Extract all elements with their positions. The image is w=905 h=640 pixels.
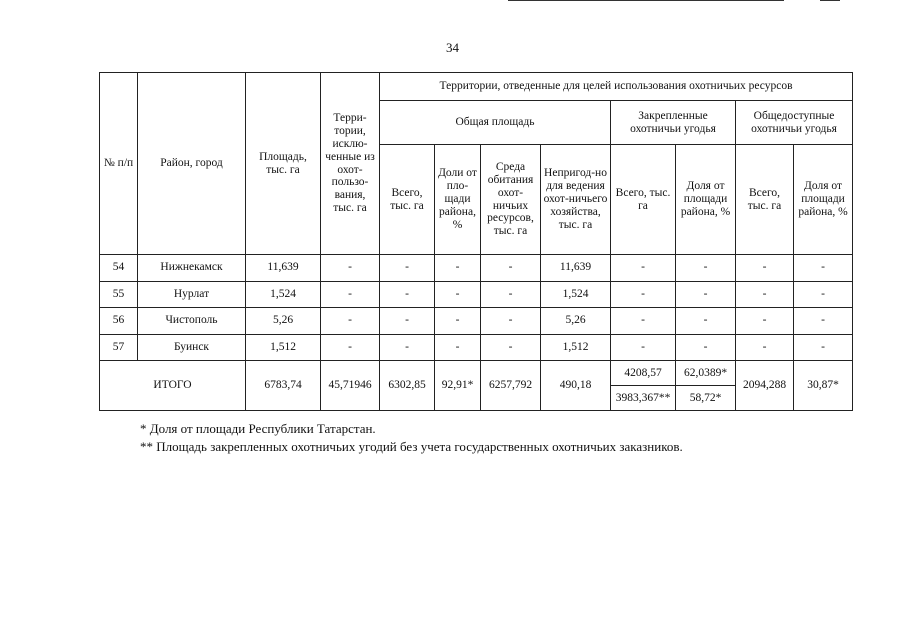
total-ta-unfit: 490,18 — [541, 361, 611, 411]
header-excluded: Терри-тории, исклю-ченные из охот-пользо-вания, тыс. га — [321, 73, 380, 255]
cell-district: Чистополь — [138, 308, 246, 335]
header-territories: Территории, отведенные для целей использования охотничьих ресурсов — [380, 73, 853, 101]
header-ta-total: Всего, тыс. га — [380, 145, 435, 255]
cell-as-total: - — [611, 255, 676, 282]
total-as-share-2: 58,72* — [676, 386, 736, 411]
cell-excluded: - — [321, 281, 380, 308]
cell-district: Нижнекамск — [138, 255, 246, 282]
total-ta-habitat: 6257,792 — [481, 361, 541, 411]
footnote: ** Площадь закрепленных охотничьих угодий без учета государственных охотничьих заказников. — [140, 439, 683, 454]
cell-area: 1,512 — [246, 334, 321, 361]
cell-as-share: - — [676, 281, 736, 308]
header-as-share: Доля от площади района, % — [676, 145, 736, 255]
cell-ta-habitat: - — [481, 255, 541, 282]
cell-district: Нурлат — [138, 281, 246, 308]
header-pu-total: Всего, тыс. га — [736, 145, 794, 255]
table-row — [100, 334, 853, 361]
cell-ta-share: - — [435, 255, 481, 282]
footnotes — [140, 420, 683, 456]
cell-ta-total: - — [380, 334, 435, 361]
table-row — [100, 281, 853, 308]
top-rule-right — [820, 0, 840, 1]
cell-ta-share: - — [435, 281, 481, 308]
cell-ta-unfit: 5,26 — [541, 308, 611, 335]
cell-area: 1,524 — [246, 281, 321, 308]
total-ta-share: 92,91* — [435, 361, 481, 411]
total-excluded: 45,71946 — [321, 361, 380, 411]
total-ta-total: 6302,85 — [380, 361, 435, 411]
cell-pu-share: - — [794, 308, 853, 335]
cell-excluded: - — [321, 308, 380, 335]
cell-num: 57 — [100, 334, 138, 361]
header-public-grounds: Общедоступные охотничьи угодья — [736, 101, 853, 145]
header-ta-share: Доли от пло-щади района, % — [435, 145, 481, 255]
cell-area: 11,639 — [246, 255, 321, 282]
table-row — [100, 308, 853, 335]
total-label: ИТОГО — [100, 361, 246, 411]
cell-ta-habitat: - — [481, 281, 541, 308]
total-area: 6783,74 — [246, 361, 321, 411]
cell-as-total: - — [611, 308, 676, 335]
cell-district: Буинск — [138, 334, 246, 361]
cell-ta-share: - — [435, 334, 481, 361]
cell-ta-unfit: 1,512 — [541, 334, 611, 361]
cell-ta-unfit: 11,639 — [541, 255, 611, 282]
cell-excluded: - — [321, 255, 380, 282]
cell-pu-share: - — [794, 334, 853, 361]
cell-as-share: - — [676, 334, 736, 361]
header-row-1 — [100, 73, 853, 101]
cell-ta-habitat: - — [481, 308, 541, 335]
cell-num: 54 — [100, 255, 138, 282]
cell-ta-habitat: - — [481, 334, 541, 361]
cell-ta-total: - — [380, 281, 435, 308]
cell-as-total: - — [611, 334, 676, 361]
header-assigned-grounds: Закрепленные охотничьи угодья — [611, 101, 736, 145]
cell-num: 55 — [100, 281, 138, 308]
cell-pu-share: - — [794, 255, 853, 282]
cell-pu-total: - — [736, 308, 794, 335]
cell-area: 5,26 — [246, 308, 321, 335]
footnote: * Доля от площади Республики Татарстан. — [140, 421, 376, 436]
total-as-share-1: 62,0389* — [676, 361, 736, 386]
cell-ta-total: - — [380, 308, 435, 335]
page-number: 34 — [446, 40, 459, 55]
total-as-total-2: 3983,367** — [611, 386, 676, 411]
cell-pu-total: - — [736, 281, 794, 308]
cell-pu-total: - — [736, 334, 794, 361]
total-as-total-1: 4208,57 — [611, 361, 676, 386]
cell-pu-total: - — [736, 255, 794, 282]
cell-as-total: - — [611, 281, 676, 308]
cell-num: 56 — [100, 308, 138, 335]
cell-ta-share: - — [435, 308, 481, 335]
total-pu-share: 30,87* — [794, 361, 853, 411]
table-row — [100, 255, 853, 282]
header-as-total: Всего, тыс. га — [611, 145, 676, 255]
cell-ta-unfit: 1,524 — [541, 281, 611, 308]
header-pu-share: Доля от площади района, % — [794, 145, 853, 255]
header-ta-unfit: Непригод-но для ведения охот-ничьего хозяйства, тыс. га — [541, 145, 611, 255]
cell-pu-share: - — [794, 281, 853, 308]
total-row — [100, 361, 853, 386]
cell-ta-total: - — [380, 255, 435, 282]
hunting-grounds-table — [99, 72, 853, 411]
cell-excluded: - — [321, 334, 380, 361]
header-num: № п/п — [100, 73, 138, 255]
total-pu-total: 2094,288 — [736, 361, 794, 411]
header-total-area: Общая площадь — [380, 101, 611, 145]
top-rule-left — [508, 0, 784, 1]
header-area: Площадь, тыс. га — [246, 73, 321, 255]
cell-as-share: - — [676, 308, 736, 335]
header-ta-habitat: Среда обитания охот-ничьих ресурсов, тыс. га — [481, 145, 541, 255]
cell-as-share: - — [676, 255, 736, 282]
header-district: Район, город — [138, 73, 246, 255]
